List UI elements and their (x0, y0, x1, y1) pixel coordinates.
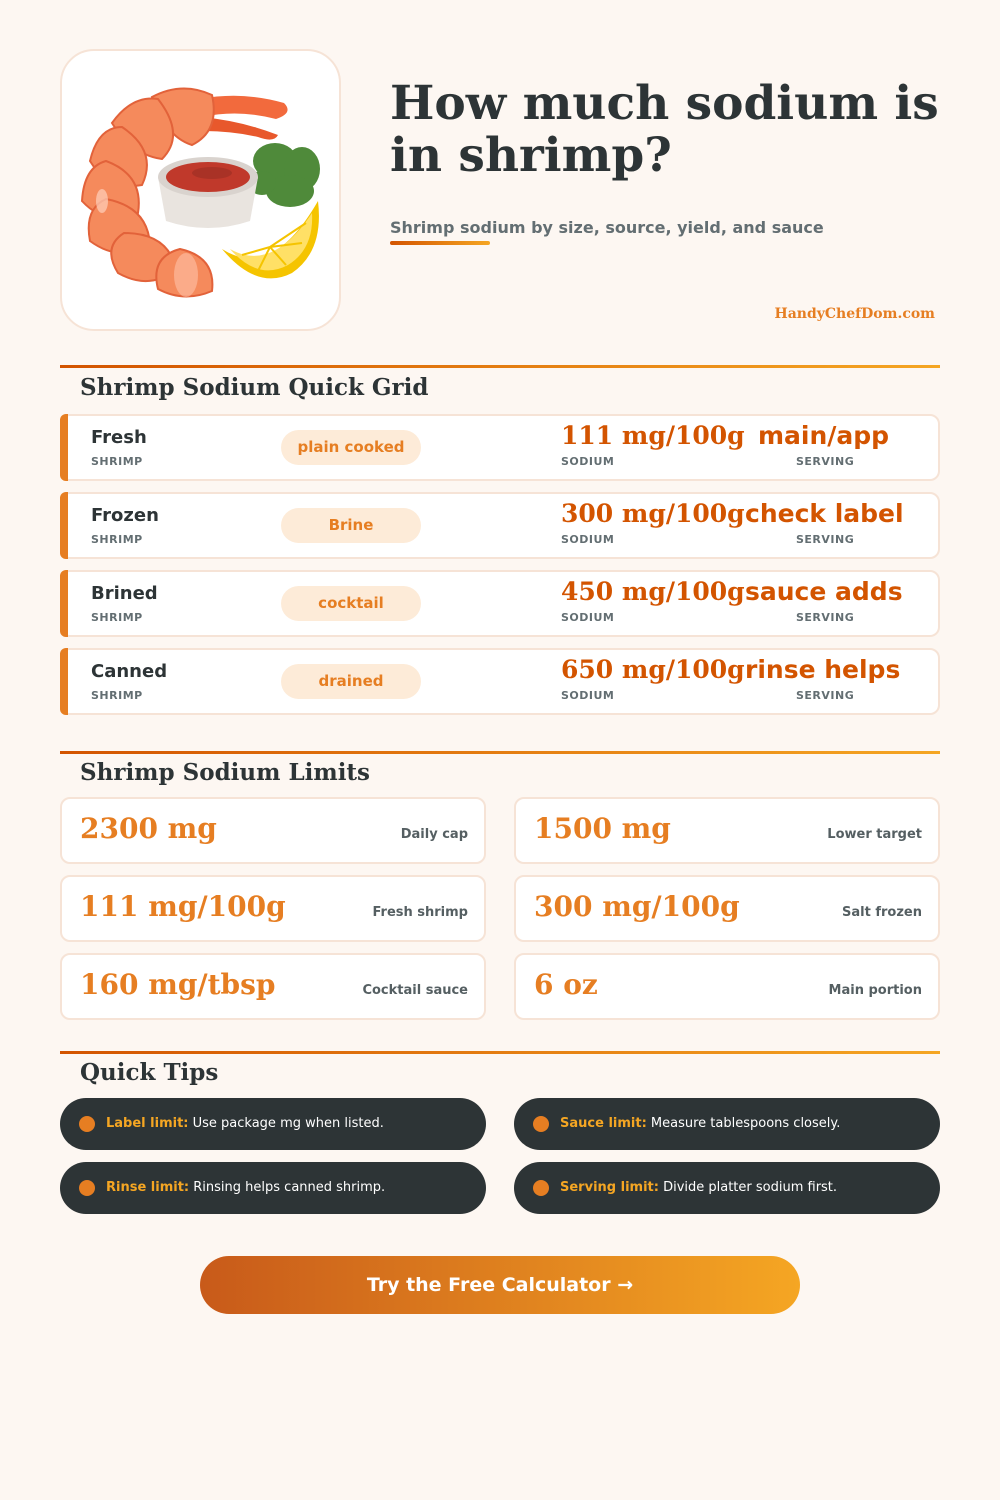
limit-value: 300 mg/100g (534, 890, 740, 923)
limit-card (60, 953, 486, 1020)
tip-body: Rinsing helps canned shrimp. (189, 1180, 386, 1195)
limit-value: 111 mg/100g (80, 890, 286, 923)
row-label: SHRIMP (91, 611, 143, 624)
limit-card (514, 875, 940, 942)
tip-key: Serving limit: (560, 1180, 659, 1195)
quick-grid-title: Shrimp Sodium Quick Grid (80, 374, 429, 401)
row-tag: Brine (281, 508, 421, 543)
tip-text (560, 1180, 837, 1195)
limit-label: Main portion (828, 983, 922, 998)
row-sodium-label: SODIUM (561, 455, 615, 468)
tip-text (106, 1116, 384, 1131)
bullet-dot-icon (79, 1180, 95, 1196)
row-sodium-label: SODIUM (561, 533, 615, 546)
shrimp-icon (62, 51, 341, 331)
limit-label: Salt frozen (842, 905, 922, 920)
subtitle-underline (390, 241, 490, 245)
limit-label: Cocktail sauce (362, 983, 468, 998)
tip-item (514, 1162, 940, 1214)
tip-item (514, 1098, 940, 1150)
limit-card (514, 797, 940, 864)
limit-value: 1500 mg (534, 812, 671, 845)
tip-text (560, 1116, 840, 1131)
tip-key: Rinse limit: (106, 1180, 190, 1195)
grid-row-fresh (60, 414, 940, 481)
row-sodium: 650 mg/100g (561, 655, 745, 684)
row-sodium-label: SODIUM (561, 689, 615, 702)
tip-item (60, 1162, 486, 1214)
page-subtitle: Shrimp sodium by size, source, yield, and sauce (390, 218, 824, 237)
section-divider (60, 751, 940, 754)
row-accent (60, 414, 68, 481)
tip-body: Measure tablespoons closely. (646, 1116, 841, 1131)
row-serving: main/app (758, 421, 890, 450)
row-name: Fresh (91, 427, 147, 448)
row-sodium: 450 mg/100g (561, 577, 745, 606)
limit-card (60, 875, 486, 942)
limit-card (514, 953, 940, 1020)
row-sodium: 111 mg/100g (561, 421, 745, 450)
row-accent (60, 648, 68, 715)
bullet-dot-icon (533, 1180, 549, 1196)
tip-item (60, 1098, 486, 1150)
section-divider (60, 1051, 940, 1054)
limit-label: Lower target (827, 827, 922, 842)
tip-key: Sauce limit: (560, 1116, 647, 1131)
tips-title: Quick Tips (80, 1059, 219, 1086)
grid-row-frozen (60, 492, 940, 559)
row-serving-label: SERVING (796, 611, 855, 624)
row-serving: sauce adds (745, 577, 903, 606)
section-divider (60, 365, 940, 368)
limits-title: Shrimp Sodium Limits (80, 759, 371, 786)
hero-image-card (60, 49, 341, 331)
row-name: Frozen (91, 505, 159, 526)
grid-row-brined (60, 570, 940, 637)
page-title: How much sodium is in shrimp? (390, 76, 939, 183)
bullet-dot-icon (79, 1116, 95, 1132)
limit-value: 2300 mg (80, 812, 217, 845)
row-accent (60, 492, 68, 559)
tip-body: Use package mg when listed. (188, 1116, 384, 1131)
row-sodium: 300 mg/100g (561, 499, 745, 528)
row-label: SHRIMP (91, 455, 143, 468)
tip-key: Label limit: (106, 1116, 189, 1131)
site-link[interactable]: HandyChefDom.com (774, 306, 935, 322)
row-serving-label: SERVING (796, 689, 855, 702)
row-serving: rinse helps (745, 655, 901, 684)
limit-label: Fresh shrimp (372, 905, 468, 920)
row-serving: check label (745, 499, 904, 528)
limit-label: Daily cap (400, 827, 468, 842)
row-label: SHRIMP (91, 689, 143, 702)
row-tag: cocktail (281, 586, 421, 621)
row-name: Brined (91, 583, 158, 604)
row-accent (60, 570, 68, 637)
row-sodium-label: SODIUM (561, 611, 615, 624)
calculator-cta-button[interactable]: Try the Free Calculator → (200, 1256, 800, 1314)
limit-value: 160 mg/tbsp (80, 968, 276, 1001)
limit-value: 6 oz (534, 968, 598, 1001)
tip-text (106, 1180, 385, 1195)
row-serving-label: SERVING (796, 455, 855, 468)
bullet-dot-icon (533, 1116, 549, 1132)
row-label: SHRIMP (91, 533, 143, 546)
grid-row-canned (60, 648, 940, 715)
row-serving-label: SERVING (796, 533, 855, 546)
row-name: Canned (91, 661, 168, 682)
limit-card (60, 797, 486, 864)
tip-body: Divide platter sodium first. (658, 1180, 838, 1195)
row-tag: drained (281, 664, 421, 699)
row-tag: plain cooked (281, 430, 421, 465)
